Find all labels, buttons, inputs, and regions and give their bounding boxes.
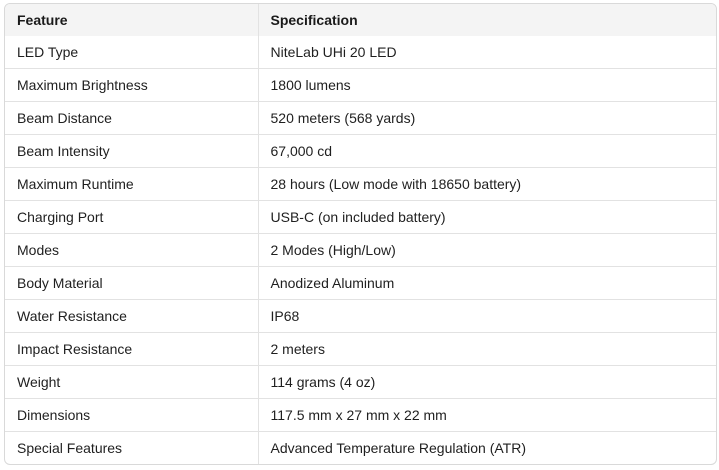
table-row	[5, 201, 716, 234]
table-row	[5, 366, 716, 399]
table-row	[5, 102, 716, 135]
specification-cell: 1800 lumens	[258, 69, 716, 102]
specification-cell: Advanced Temperature Regulation (ATR)	[258, 432, 716, 465]
table-row	[5, 432, 716, 465]
table-row	[5, 333, 716, 366]
specification-cell: Anodized Aluminum	[258, 267, 716, 300]
feature-cell: Water Resistance	[5, 300, 258, 333]
specification-cell: 117.5 mm x 27 mm x 22 mm	[258, 399, 716, 432]
feature-cell: LED Type	[17, 44, 79, 60]
header-feature: Feature	[5, 4, 258, 36]
feature-cell: Beam Distance	[5, 102, 258, 135]
feature-cell: Beam Intensity	[5, 135, 258, 168]
header-specification: Specification	[258, 4, 716, 36]
specification-cell: 520 meters (568 yards)	[258, 102, 716, 135]
feature-cell: Body Material	[5, 267, 258, 300]
spec-table-container	[4, 3, 717, 465]
specification-cell: 67,000 cd	[258, 135, 716, 168]
table-row	[5, 135, 716, 168]
table-row	[5, 267, 716, 300]
specification-cell: USB-C (on included battery)	[258, 201, 716, 234]
feature-cell: Modes	[5, 234, 258, 267]
spec-table	[5, 4, 716, 464]
feature-cell: Maximum Runtime	[5, 168, 258, 201]
table-row	[5, 36, 716, 69]
feature-cell: Impact Resistance	[5, 333, 258, 366]
feature-cell: Charging Port	[5, 201, 258, 234]
specification-cell: 2 Modes (High/Low)	[258, 234, 716, 267]
table-row	[5, 168, 716, 201]
specification-cell: 2 meters	[258, 333, 716, 366]
feature-cell: Weight	[5, 366, 258, 399]
specification-cell: 114 grams (4 oz)	[258, 366, 716, 399]
table-row	[5, 399, 716, 432]
specification-cell: NiteLab UHi 20 LED	[258, 36, 716, 69]
table-header-row	[5, 4, 716, 36]
feature-cell: Maximum Brightness	[5, 69, 258, 102]
feature-cell: Special Features	[5, 432, 258, 465]
specification-cell: IP68	[258, 300, 716, 333]
feature-cell: Dimensions	[5, 399, 258, 432]
table-row	[5, 69, 716, 102]
specification-cell: 28 hours (Low mode with 18650 battery)	[258, 168, 716, 201]
table-row	[5, 234, 716, 267]
table-row	[5, 300, 716, 333]
